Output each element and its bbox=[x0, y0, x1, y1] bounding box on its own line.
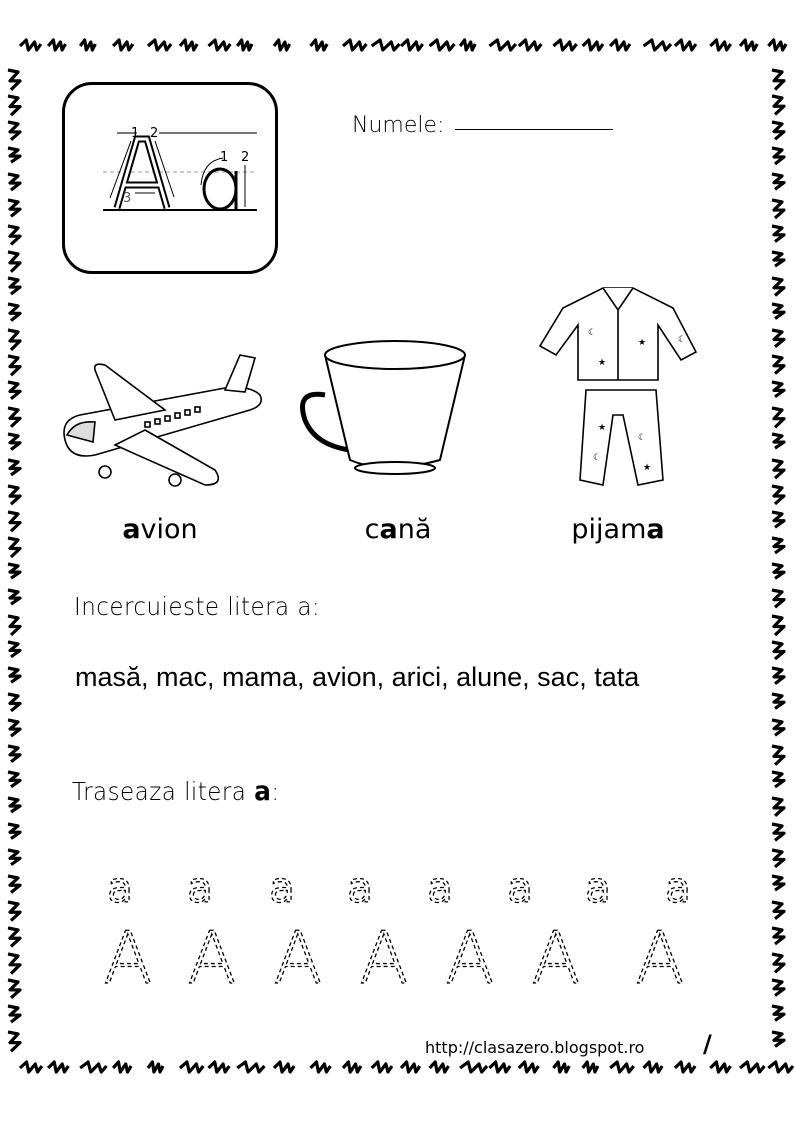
trace-uppercase-a[interactable]: A bbox=[531, 916, 581, 1000]
squiggle-mark bbox=[8, 304, 20, 321]
trace-lowercase-a[interactable]: a bbox=[107, 863, 133, 912]
squiggle-mark bbox=[401, 40, 423, 50]
squiggle-mark bbox=[740, 1062, 764, 1072]
squiggle-mark bbox=[489, 40, 515, 50]
squiggle-mark bbox=[8, 70, 20, 90]
squiggle-mark bbox=[8, 720, 20, 736]
squiggle-mark bbox=[8, 96, 20, 115]
svg-text:☾: ☾ bbox=[678, 335, 687, 345]
squiggle-mark bbox=[180, 40, 197, 50]
squiggle-mark bbox=[8, 460, 20, 475]
squiggle-mark bbox=[8, 798, 20, 812]
squiggle-mark bbox=[208, 40, 230, 50]
svg-text:★: ★ bbox=[643, 463, 652, 473]
picture-label-cana: cană bbox=[364, 514, 432, 545]
squiggle-mark bbox=[772, 564, 784, 578]
squiggle-mark bbox=[772, 148, 784, 164]
squiggle-mark bbox=[8, 486, 20, 504]
squiggle-mark bbox=[772, 642, 784, 659]
squiggle-mark bbox=[8, 382, 20, 399]
squiggle-mark bbox=[768, 40, 786, 50]
squiggle-mark bbox=[772, 616, 784, 635]
squiggle-mark bbox=[20, 1062, 42, 1072]
squiggle-mark bbox=[583, 40, 603, 50]
stroke-number: 1 bbox=[131, 126, 140, 141]
squiggle-mark bbox=[772, 1032, 784, 1046]
squiggle-mark bbox=[343, 40, 366, 50]
squiggle-mark bbox=[80, 40, 95, 50]
squiggle-mark bbox=[772, 434, 784, 448]
squiggle-mark bbox=[48, 40, 65, 50]
squiggle-mark bbox=[772, 694, 784, 708]
svg-text:★: ★ bbox=[598, 423, 607, 433]
squiggle-mark bbox=[772, 122, 784, 139]
squiggle-mark bbox=[772, 252, 784, 266]
picture-label-pijama: pijama bbox=[571, 514, 665, 545]
squiggle-mark bbox=[8, 538, 20, 557]
squiggle-mark bbox=[401, 1062, 420, 1072]
name-input-line[interactable] bbox=[455, 129, 613, 130]
squiggle-mark bbox=[710, 40, 730, 50]
squiggle-mark bbox=[644, 40, 671, 50]
tracing-area[interactable] bbox=[0, 850, 794, 1000]
squiggle-mark bbox=[8, 668, 20, 682]
trace-lowercase-a[interactable]: a bbox=[665, 863, 691, 912]
squiggle-mark bbox=[8, 356, 20, 375]
squiggle-mark bbox=[237, 40, 252, 50]
squiggle-mark bbox=[274, 40, 290, 50]
trace-uppercase-a[interactable]: A bbox=[187, 916, 237, 1000]
squiggle-mark bbox=[460, 1062, 487, 1072]
squiggle-mark bbox=[644, 1062, 663, 1072]
circle-letter-instruction: Incercuieste litera a: bbox=[74, 592, 321, 621]
squiggle-mark bbox=[8, 616, 20, 635]
squiggle-mark bbox=[430, 40, 455, 50]
squiggle-mark bbox=[772, 356, 784, 374]
squiggle-mark bbox=[430, 1062, 449, 1072]
squiggle-mark bbox=[768, 1062, 793, 1072]
squiggle-mark bbox=[610, 40, 630, 50]
squiggle-mark bbox=[772, 590, 784, 607]
word-list[interactable]: masă, mac, mama, avion, arici, alune, sac, tata bbox=[75, 662, 640, 692]
trace-lowercase-a[interactable]: a bbox=[347, 863, 373, 912]
squiggle-mark bbox=[372, 40, 400, 50]
squiggle-mark bbox=[772, 408, 784, 427]
squiggle-mark bbox=[311, 1062, 331, 1072]
squiggle-mark bbox=[8, 772, 20, 787]
squiggle-mark bbox=[772, 824, 784, 840]
squiggle-mark bbox=[8, 564, 20, 578]
trace-uppercase-a[interactable]: A bbox=[445, 916, 495, 1000]
squiggle-mark bbox=[772, 720, 784, 735]
squiggle-mark bbox=[772, 200, 784, 218]
squiggle-mark bbox=[343, 1062, 361, 1072]
svg-text:☾: ☾ bbox=[588, 328, 597, 338]
squiggle-mark bbox=[113, 40, 133, 50]
squiggle-mark bbox=[8, 252, 20, 272]
squiggle-mark bbox=[8, 642, 20, 657]
squiggle-mark bbox=[610, 1062, 634, 1072]
squiggle-mark bbox=[710, 1062, 730, 1072]
squiggle-mark bbox=[772, 174, 784, 189]
stroke-number: 1 bbox=[220, 150, 229, 165]
squiggle-mark bbox=[8, 512, 20, 531]
squiggle-mark bbox=[148, 40, 171, 50]
squiggle-mark bbox=[8, 590, 20, 604]
squiggle-mark bbox=[8, 278, 20, 294]
pajamas-picture bbox=[538, 280, 703, 492]
squiggle-mark bbox=[772, 772, 784, 787]
airplane-picture bbox=[55, 350, 275, 495]
trace-lowercase-a[interactable]: a bbox=[507, 863, 533, 912]
squiggle-mark bbox=[8, 148, 20, 162]
squiggle-mark bbox=[148, 1062, 163, 1072]
trace-lowercase-a[interactable]: a bbox=[269, 863, 295, 912]
trace-lowercase-a[interactable]: a bbox=[585, 863, 611, 912]
stroke-number: 3 bbox=[123, 191, 132, 206]
squiggle-mark bbox=[80, 1062, 106, 1072]
squiggle-mark bbox=[519, 1062, 539, 1072]
squiggle-mark bbox=[8, 122, 20, 140]
squiggle-mark bbox=[8, 1032, 20, 1051]
squiggle-mark bbox=[772, 70, 784, 90]
squiggle-mark bbox=[460, 40, 475, 50]
squiggle-mark bbox=[772, 96, 784, 114]
squiggle-mark bbox=[8, 434, 20, 450]
trace-uppercase-a[interactable]: A bbox=[103, 916, 153, 1000]
cup-picture bbox=[290, 335, 475, 480]
squiggle-mark bbox=[772, 668, 784, 684]
squiggle-mark bbox=[489, 1062, 510, 1072]
squiggle-mark bbox=[772, 304, 784, 319]
squiggle-mark bbox=[8, 330, 20, 350]
squiggle-mark bbox=[583, 1062, 598, 1072]
squiggle-mark bbox=[274, 1062, 294, 1072]
squiggle-mark bbox=[772, 746, 784, 765]
picture-label-avion: avion bbox=[122, 514, 198, 545]
squiggle-mark bbox=[8, 694, 20, 711]
trace-lowercase-a[interactable]: a bbox=[187, 863, 213, 912]
trace-letter-instruction: Traseaza litera a: bbox=[72, 776, 280, 807]
squiggle-mark bbox=[20, 40, 41, 50]
squiggle-mark bbox=[237, 1062, 264, 1072]
trace-lowercase-a[interactable]: a bbox=[427, 863, 453, 912]
squiggle-mark bbox=[311, 40, 328, 50]
squiggle-mark bbox=[553, 40, 576, 50]
squiggle-mark bbox=[180, 1062, 203, 1072]
squiggle-mark bbox=[675, 1062, 695, 1072]
squiggle-mark bbox=[772, 226, 784, 242]
trace-uppercase-a[interactable]: A bbox=[273, 916, 323, 1000]
squiggle-mark bbox=[772, 278, 784, 296]
squiggle-mark bbox=[8, 824, 20, 839]
squiggle-mark bbox=[8, 200, 20, 216]
squiggle-mark bbox=[372, 1062, 392, 1072]
squiggle-mark bbox=[519, 40, 541, 50]
svg-text:★: ★ bbox=[638, 338, 647, 348]
squiggle-mark bbox=[772, 382, 784, 397]
squiggle-mark bbox=[772, 512, 784, 527]
squiggle-mark bbox=[8, 1006, 20, 1022]
trace-uppercase-a[interactable]: A bbox=[359, 916, 409, 1000]
svg-text:☾: ☾ bbox=[593, 453, 602, 463]
stroke-number: 2 bbox=[150, 126, 159, 141]
squiggle-mark bbox=[113, 1062, 131, 1072]
squiggle-mark bbox=[8, 408, 20, 427]
stroke-number: 2 bbox=[241, 150, 250, 165]
squiggle-mark bbox=[8, 174, 20, 190]
svg-text:☾: ☾ bbox=[638, 433, 647, 443]
footer-url: http://clasazero.blogspot.ro bbox=[425, 1038, 645, 1057]
squiggle-mark bbox=[8, 746, 20, 762]
squiggle-mark bbox=[740, 40, 757, 50]
name-label: Numele: bbox=[352, 113, 445, 138]
squiggle-mark bbox=[772, 538, 784, 553]
svg-text:★: ★ bbox=[598, 358, 607, 368]
squiggle-mark bbox=[772, 460, 784, 478]
squiggle-mark bbox=[208, 1062, 229, 1072]
trace-uppercase-a[interactable]: A bbox=[635, 916, 685, 1000]
squiggle-mark bbox=[772, 798, 784, 816]
footer-slash: / bbox=[703, 1030, 712, 1058]
squiggle-mark bbox=[553, 1062, 569, 1072]
squiggle-mark bbox=[772, 486, 784, 504]
letter-a-stroke-guide bbox=[65, 85, 275, 271]
squiggle-mark bbox=[48, 1062, 68, 1072]
squiggle-mark bbox=[772, 1006, 784, 1020]
squiggle-mark bbox=[675, 40, 696, 50]
squiggle-mark bbox=[8, 226, 20, 244]
letter-card bbox=[62, 82, 278, 274]
squiggle-mark bbox=[772, 330, 784, 347]
